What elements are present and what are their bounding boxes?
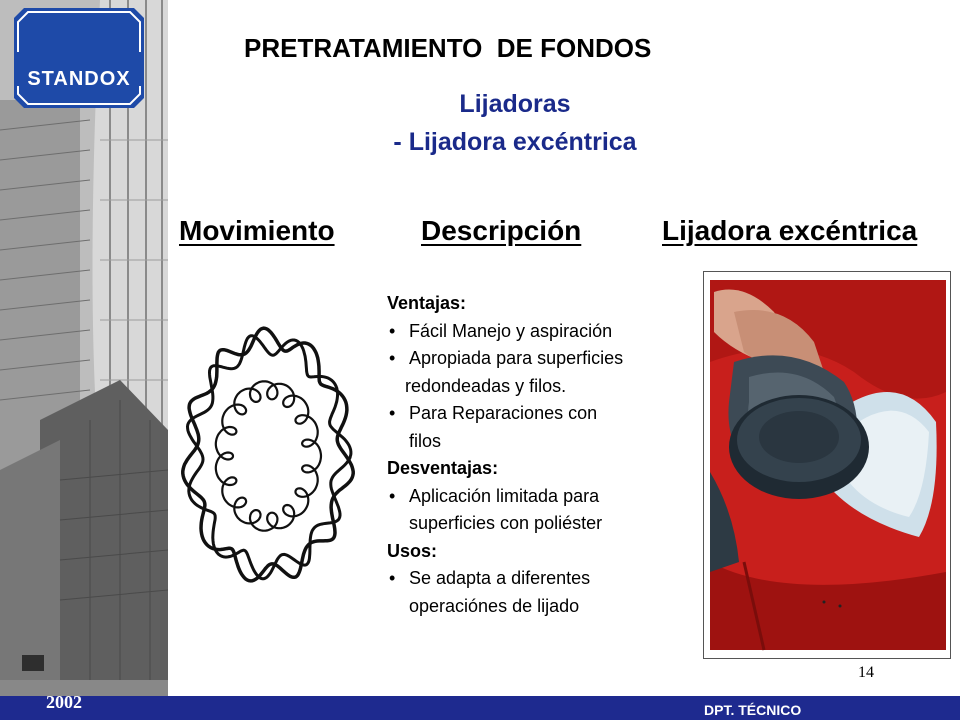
disadvantage-text: superficies con poliéster (409, 513, 603, 533)
column-heading-lijadora: Lijadora excéntrica (662, 215, 918, 246)
eccentric-sander-photo (703, 271, 951, 659)
footer-bar (0, 696, 960, 720)
subtitle-lijadora-excentrica: - Lijadora excéntrica (393, 128, 637, 156)
subtitle-lijadoras: Lijadoras (459, 90, 571, 118)
uses-label: Usos: (387, 540, 438, 561)
use-text: Se adapta a diferentes (409, 568, 591, 588)
advantage-text: Apropiada para superficies (409, 348, 624, 368)
advantage-text: Fácil Manejo y aspiración (409, 320, 613, 341)
advantage-text: filos (409, 430, 442, 451)
advantage-text: redondeadas y filos. (405, 375, 567, 396)
advantage-text: Para Reparaciones con (409, 403, 598, 423)
bullet: • (389, 348, 396, 368)
eccentric-motion-diagram (178, 318, 358, 594)
page-title: PRETRATAMIENTO DE FONDOS (244, 33, 652, 63)
bullet: • (389, 403, 396, 423)
logo-text: STANDOX (27, 68, 131, 90)
use-item (387, 565, 717, 620)
use-text: operaciónes de lijado (409, 595, 580, 616)
advantage-item (387, 345, 717, 400)
advantage-item (387, 400, 717, 455)
bullet: • (389, 568, 396, 588)
inner-loop-path (216, 381, 321, 530)
description-column (387, 290, 717, 620)
page-number: 14 (858, 664, 874, 681)
footer-department: DPT. TÉCNICO (704, 702, 802, 718)
advantages-label: Ventajas: (387, 293, 467, 313)
outer-orbit-path (183, 328, 353, 581)
bullet: • (389, 320, 396, 341)
disadvantage-text: Aplicación limitada para (409, 485, 600, 506)
column-heading-descripcion: Descripción (421, 215, 582, 246)
column-heading-movimiento: Movimiento (179, 215, 335, 246)
footer-year: 2002 (46, 692, 82, 712)
advantage-item (387, 318, 717, 346)
disadvantages-label: Desventajas: (387, 458, 499, 478)
disadvantage-item (387, 483, 717, 538)
bullet: • (389, 485, 396, 506)
